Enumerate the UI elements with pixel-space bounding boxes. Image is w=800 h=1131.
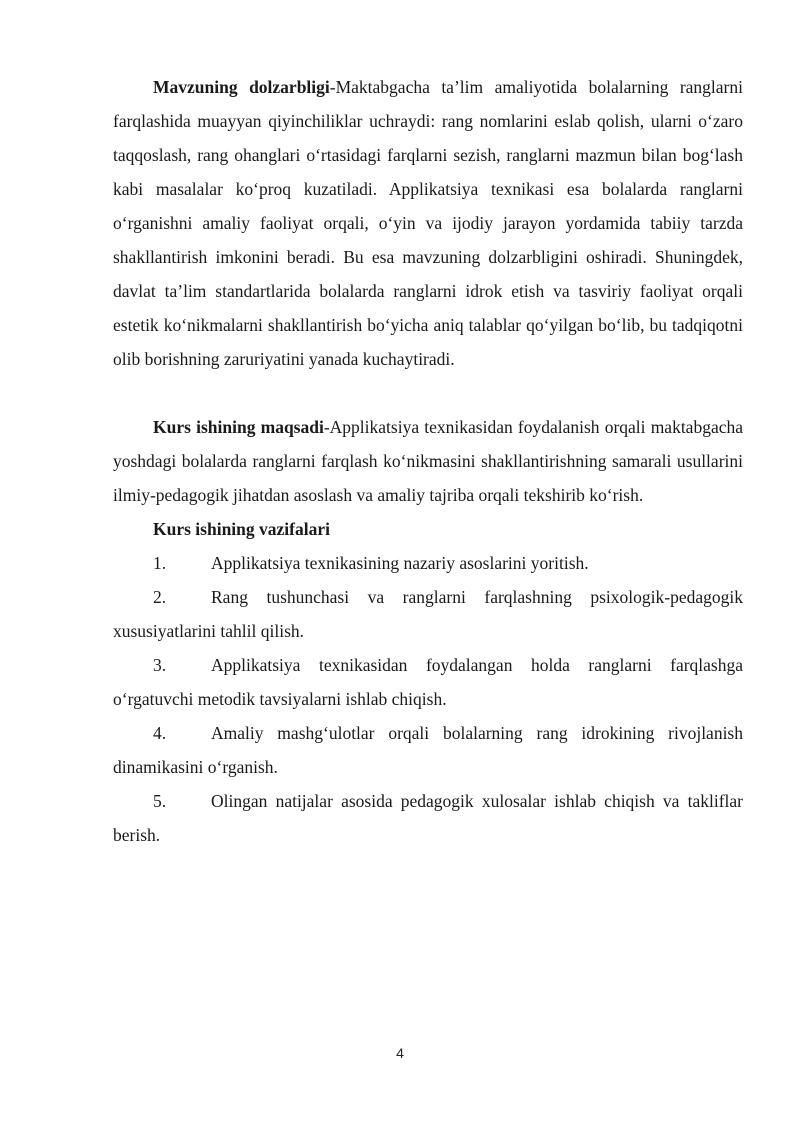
task-text: Olingan natijalar asosida pedagogik xulosalar ishlab chiqish va takliflar berish.: [113, 791, 743, 845]
relevance-title: Mavzuning dolzarbligi: [153, 77, 330, 97]
tasks-heading: Kurs ishining vazifalari: [153, 519, 330, 539]
task-number: 1.: [153, 553, 167, 573]
goal-text: -Applikatsiya texnikasidan foydalanish orqali maktabgacha yoshdagi bolalarda ranglarni farqlash ko‘nikmasini shakllantirishning samarali usullarini ilmiy-pedagogik jihatdan asoslash va amaliy tajriba orqali tekshirib ko‘rish.: [113, 417, 743, 505]
task-number: 2.: [153, 587, 167, 607]
relevance-paragraph: [113, 70, 743, 376]
task-text: Applikatsiya texnikasidan foydalangan holda ranglarni farqlashga o‘rgatuvchi metodik tavsiyalarni ishlab chiqish.: [113, 655, 743, 709]
task-text: Rang tushunchasi va ranglarni farqlashning psixologik-pedagogik xususiyatlarini tahlil qilish.: [113, 587, 743, 641]
goal-title: Kurs ishining maqsadi: [153, 417, 324, 437]
relevance-text: -Maktabgacha ta’lim amaliyotida bolalarning ranglarni farqlashida muayyan qiyinchiliklar uchraydi: rang nomlarini eslab qolish, ularni o‘zaro taqqoslash, rang ohanglari o‘rtasidagi farqlarni sezish, ranglarni mazmun bilan bog‘lash kabi masalalar ko‘proq kuzatiladi. Applikatsiya texnikasi esa bolalarda ranglarni o‘rganishni amaliy faoliyat orqali, o‘yin va ijodiy jarayon yordamida tabiiy tarzda shakllantirish imkonini beradi. Bu esa mavzuning dolzarbligini oshiradi. Shuningdek, davlat ta’lim standartlarida bolalarda ranglarni idrok etish va tasviriy faoliyat orqali estetik ko‘nikmalarni shakllantirish bo‘yicha aniq talablar qo‘yilgan bo‘lib, bu tadqiqotni olib borishning zaruriyatini yanada kuchaytiradi.: [113, 77, 743, 369]
task-number: 5.: [153, 791, 167, 811]
document-page: [113, 70, 743, 852]
task-item: [113, 546, 743, 580]
task-number: 3.: [153, 655, 167, 675]
task-number: 4.: [153, 723, 167, 743]
task-item: [113, 716, 743, 784]
paragraph-gap: [113, 376, 743, 410]
task-item: [113, 580, 743, 648]
page-number: 4: [396, 1045, 404, 1061]
task-text: Amaliy mashg‘ulotlar orqali bolalarning rang idrokining rivojlanish dinamikasini o‘rganish.: [113, 723, 743, 777]
task-text: Applikatsiya texnikasining nazariy asoslarini yoritish.: [211, 553, 589, 573]
goal-paragraph: [113, 410, 743, 512]
task-item: [113, 648, 743, 716]
task-item: [113, 784, 743, 852]
